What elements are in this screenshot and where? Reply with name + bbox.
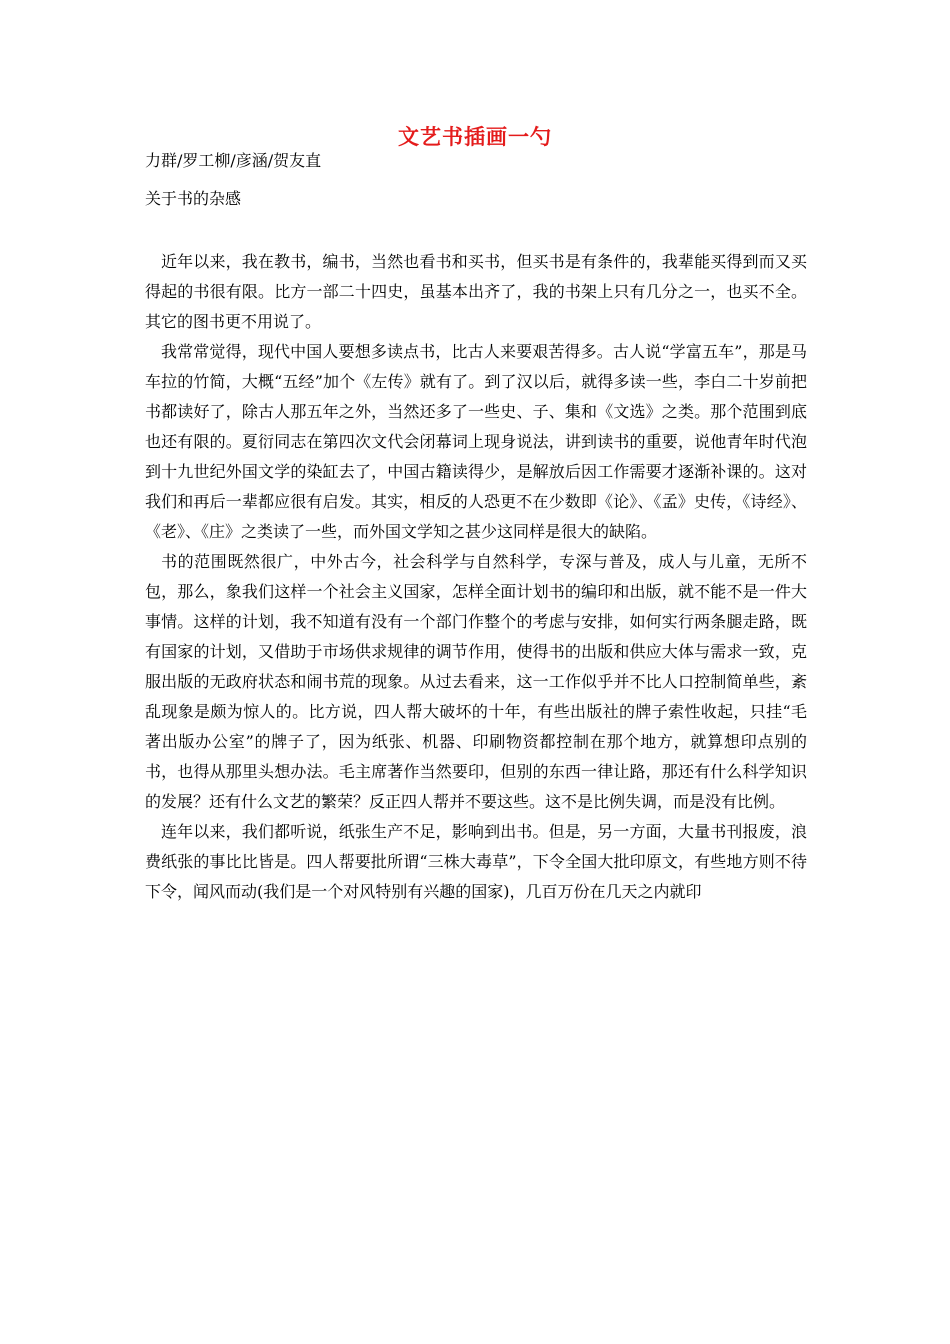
paragraph: 连年以来，我们都听说，纸张生产不足，影响到出书。但是，另一方面，大量书刊报废，浪费纸张的事比比皆是。四人帮要批所谓“三株大毒草”，下令全国大批印原文，有些地方则不待下令，闻风而动(我们是一个对风特别有兴趣的国家)，几百万份在几天之内就印 (145, 822, 807, 901)
section-subtitle: 关于书的杂感 (145, 189, 242, 208)
author-line: 力群/罗工柳/彦涵/贺友直 (145, 151, 322, 170)
paragraph: 近年以来，我在教书，编书，当然也看书和买书，但买书是有条件的，我辈能买得到而又买得起的书很有限。比方一部二十四史，虽基本出齐了，我的书架上只有几分之一，也买不全。其它的图书更不用说了。 (145, 252, 807, 331)
paragraph: 书的范围既然很广，中外古今，社会科学与自然科学，专深与普及，成人与儿童，无所不包，那么，象我们这样一个社会主义国家，怎样全面计划书的编印和出版，就不能不是一件大事情。这样的计划，我不知道有没有一个部门作整个的考虑与安排，如何实行两条腿走路，既有国家的计划，又借助于市场供求规律的调节作用，使得书的出版和供应大体与需求一致，克服出版的无政府状态和闹书荒的现象。从过去看来，这一工作似乎并不比人口控制简单些，紊乱现象是颇为惊人的。比方说，四人帮大破坏的十年，有些出版社的牌子索性收起，只挂“毛著出版办公室”的牌子了，因为纸张、机器、印刷物资都控制在那个地方，就算想印点别的书，也得从那里头想办法。毛主席著作当然要印，但别的东西一律让路，那还有什么科学知识的发展？还有什么文艺的繁荣？反正四人帮并不要这些。这不是比例失调，而是没有比例。 (145, 552, 807, 811)
paragraph: 我常常觉得，现代中国人要想多读点书，比古人来要艰苦得多。古人说“学富五车”，那是马车拉的竹简，大概“五经”加个《左传》就有了。到了汉以后，就得多读一些，李白二十岁前把书都读好了，除古人那五年之外，当然还多了一些史、子、集和《文选》之类。那个范围到底也还有限的。夏衍同志在第四次文代会闭幕词上现身说法，讲到读书的重要，说他青年时代泡到十九世纪外国文学的染缸去了，中国古籍读得少，是解放后因工作需要才逐渐补课的。这对我们和再后一辈都应很有启发。其实，相反的人恐更不在少数即《论》、《孟》史传，《诗经》、《老》、《庄》之类读了一些，而外国文学知之甚少这同样是很大的缺陷。 (145, 342, 807, 541)
article-body (145, 247, 807, 907)
document-title: 文艺书插画一勺 (398, 124, 552, 149)
